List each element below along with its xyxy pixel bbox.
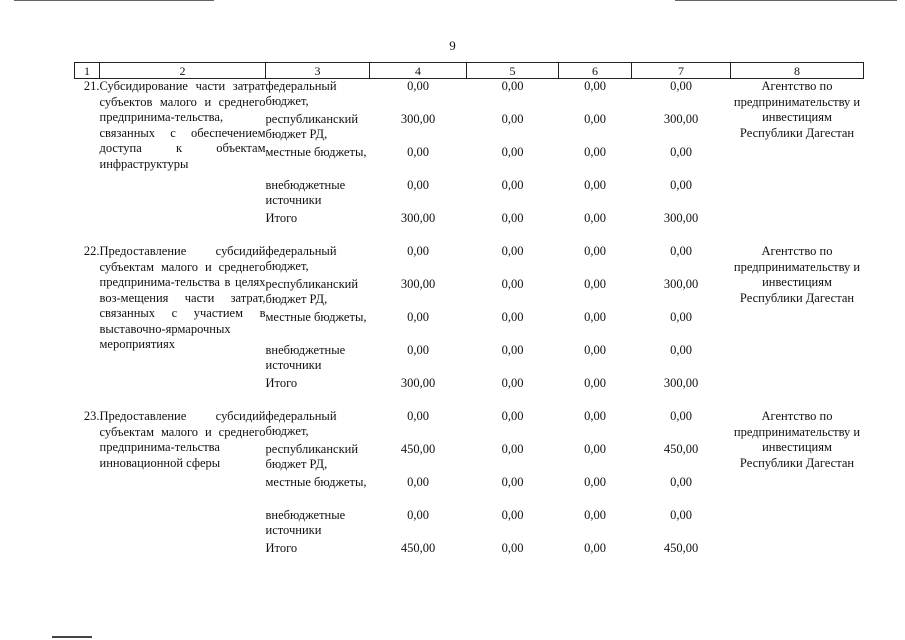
value-cell: 0,00 [670, 145, 692, 159]
funding-source: местные бюджеты, [265, 310, 367, 324]
value-cell: 0,00 [407, 508, 429, 522]
value-cell: 0,00 [584, 244, 606, 258]
value-cell: 300,00 [400, 277, 436, 291]
value-cell: 0,00 [501, 442, 524, 456]
row-number: 23. [83, 409, 100, 423]
funding-source: внебюджетные источники [265, 508, 346, 537]
value-cell: 0,00 [501, 343, 524, 357]
funding-source: местные бюджеты, [265, 475, 367, 489]
value-cell: 0,00 [584, 442, 606, 456]
col6-values [559, 409, 632, 574]
measure-name: Субсидирование части затрат субъектов малого и среднего предпринима-тельства, связанных с обеспечением доступа к объектам инфраструктуры [99, 79, 266, 171]
value-cell: 0,00 [670, 178, 692, 192]
value-cell: 0,00 [501, 475, 524, 489]
col5-values [467, 244, 559, 409]
value-cell: 300,00 [400, 376, 436, 390]
value-cell: 0,00 [670, 409, 692, 423]
table-row [75, 244, 864, 409]
row-number: 22. [83, 244, 100, 258]
value-cell: 0,00 [584, 343, 606, 357]
value-cell: 0,00 [501, 79, 524, 93]
col-header-7: 7 [632, 63, 731, 79]
value-cell: 450,00 [400, 442, 436, 456]
col4-values [370, 79, 467, 245]
value-cell: 0,00 [670, 310, 692, 324]
value-cell: 0,00 [501, 178, 524, 192]
value-cell: 0,00 [501, 145, 524, 159]
col5-values [467, 79, 559, 245]
value-cell: 0,00 [584, 508, 606, 522]
col7-values [632, 409, 731, 574]
value-cell: 0,00 [584, 376, 606, 390]
value-cell: 0,00 [670, 508, 692, 522]
value-cell: 300,00 [663, 211, 699, 225]
col-header-4: 4 [370, 63, 467, 79]
value-cell: 0,00 [407, 409, 429, 423]
value-cell: 0,00 [584, 211, 606, 225]
col6-values [559, 79, 632, 245]
value-cell: 0,00 [501, 541, 524, 555]
top-edge-line-left [14, 0, 214, 1]
funding-source: республиканский бюджет РД, [265, 277, 359, 306]
funding-source: республиканский бюджет РД, [265, 442, 359, 471]
value-cell: 0,00 [584, 178, 606, 192]
value-cell: 0,00 [670, 475, 692, 489]
page-number: 9 [449, 38, 456, 53]
value-cell: 0,00 [584, 277, 606, 291]
funding-source-total: Итого [265, 376, 298, 390]
funding-source-total: Итого [265, 211, 298, 225]
value-cell: 0,00 [584, 409, 606, 423]
funding-source: местные бюджеты, [265, 145, 367, 159]
measure-name: Предоставление субсидий субъектам малого и среднего предпринима-тельства в целях воз-мещения части затрат, связанных с участием в выставочно-ярмарочных мероприятиях [99, 244, 266, 351]
col4-values [370, 244, 467, 409]
value-cell: 0,00 [501, 277, 524, 291]
value-cell: 0,00 [584, 145, 606, 159]
value-cell: 0,00 [584, 310, 606, 324]
responsible-agency: Агентство по предпринимательству и инвестициям Республики Дагестан [733, 244, 861, 305]
value-cell: 0,00 [407, 79, 429, 93]
measure-name: Предоставление субсидий субъектам малого и среднего предпринима-тельства инновационной сферы [99, 409, 266, 470]
value-cell: 0,00 [584, 79, 606, 93]
funding-source: внебюджетные источники [265, 343, 346, 372]
funding-source: внебюджетные источники [265, 178, 346, 207]
value-cell: 0,00 [501, 376, 524, 390]
value-cell: 0,00 [501, 211, 524, 225]
table-row [75, 409, 864, 574]
funding-source-total: Итого [265, 541, 298, 555]
funding-sources [266, 79, 370, 245]
funding-sources [266, 244, 370, 409]
top-edge-line-right [675, 0, 897, 1]
col-header-6: 6 [559, 63, 632, 79]
value-cell: 0,00 [501, 508, 524, 522]
col4-values [370, 409, 467, 574]
value-cell: 0,00 [584, 475, 606, 489]
col5-values [467, 409, 559, 574]
column-number-row [75, 63, 864, 79]
value-cell: 0,00 [501, 244, 524, 258]
col-header-8: 8 [731, 63, 864, 79]
value-cell: 300,00 [663, 112, 699, 126]
table-row [75, 79, 864, 245]
value-cell: 0,00 [584, 112, 606, 126]
col7-values [632, 244, 731, 409]
responsible-agency: Агентство по предпринимательству и инвестициям Республики Дагестан [733, 79, 861, 140]
bottom-edge-mark [52, 636, 92, 638]
col7-values [632, 79, 731, 245]
value-cell: 0,00 [501, 310, 524, 324]
value-cell: 0,00 [407, 343, 429, 357]
value-cell: 0,00 [670, 79, 692, 93]
responsible-agency: Агентство по предпринимательству и инвестициям Республики Дагестан [733, 409, 861, 470]
funding-source: федеральный бюджет, [265, 244, 337, 273]
value-cell: 300,00 [400, 211, 436, 225]
col6-values [559, 244, 632, 409]
value-cell: 300,00 [663, 277, 699, 291]
value-cell: 450,00 [663, 442, 699, 456]
value-cell: 0,00 [670, 343, 692, 357]
value-cell: 0,00 [407, 475, 429, 489]
funding-source: республиканский бюджет РД, [265, 112, 359, 141]
funding-source: федеральный бюджет, [265, 409, 337, 438]
value-cell: 0,00 [407, 244, 429, 258]
value-cell: 300,00 [663, 376, 699, 390]
value-cell: 0,00 [501, 409, 524, 423]
value-cell: 0,00 [407, 310, 429, 324]
col-header-5: 5 [467, 63, 559, 79]
value-cell: 0,00 [407, 178, 429, 192]
value-cell: 0,00 [407, 145, 429, 159]
col-header-2: 2 [100, 63, 266, 79]
value-cell: 450,00 [400, 541, 436, 555]
row-number: 21. [83, 79, 100, 93]
value-cell: 0,00 [501, 112, 524, 126]
col-header-1: 1 [75, 63, 100, 79]
value-cell: 0,00 [584, 541, 606, 555]
col-header-3: 3 [266, 63, 370, 79]
funding-source: федеральный бюджет, [265, 79, 337, 108]
funding-sources [266, 409, 370, 574]
value-cell: 450,00 [663, 541, 699, 555]
value-cell: 300,00 [400, 112, 436, 126]
program-table [74, 62, 864, 574]
value-cell: 0,00 [670, 244, 692, 258]
